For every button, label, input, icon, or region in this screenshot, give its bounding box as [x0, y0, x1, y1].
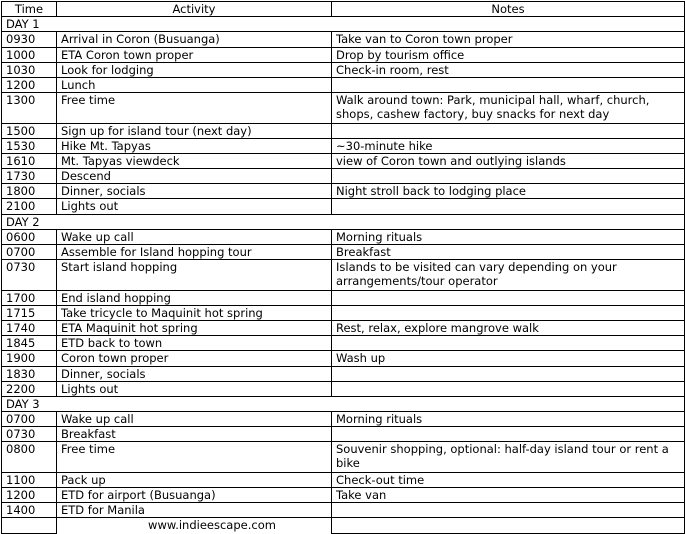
time-cell: 1200	[2, 77, 57, 92]
notes-cell	[332, 199, 685, 214]
notes-cell: Breakfast	[332, 245, 685, 260]
notes-cell	[332, 336, 685, 351]
notes-cell: Morning rituals	[332, 229, 685, 244]
time-cell: 1845	[2, 336, 57, 351]
time-cell: 1500	[2, 123, 57, 138]
activity-cell: Take tricycle to Maquinit hot spring	[57, 305, 332, 320]
schedule-row	[2, 320, 685, 335]
time-cell: 1730	[2, 169, 57, 184]
header-row	[2, 2, 685, 17]
schedule-row	[2, 245, 685, 260]
activity-cell: ETA Maquinit hot spring	[57, 320, 332, 335]
schedule-row	[2, 260, 685, 290]
notes-cell	[332, 503, 685, 518]
activity-cell: Lights out	[57, 199, 332, 214]
day-header-row	[2, 17, 685, 32]
time-cell: 1830	[2, 366, 57, 381]
notes-cell	[332, 381, 685, 396]
schedule-row	[2, 138, 685, 153]
time-cell: 0730	[2, 427, 57, 442]
time-cell: 0730	[2, 260, 57, 290]
day-label: DAY 3	[2, 396, 685, 411]
day-header-row	[2, 214, 685, 229]
schedule-row	[2, 366, 685, 381]
notes-cell: Night stroll back to lodging place	[332, 184, 685, 199]
schedule-row	[2, 442, 685, 472]
schedule-row	[2, 290, 685, 305]
time-cell: 0600	[2, 229, 57, 244]
schedule-row	[2, 47, 685, 62]
schedule-row	[2, 427, 685, 442]
header-notes: Notes	[332, 2, 685, 17]
footer-url[interactable]: www.indieescape.com	[148, 518, 276, 533]
day-label: DAY 1	[2, 17, 685, 32]
activity-cell: End island hopping	[57, 290, 332, 305]
time-cell: 1100	[2, 472, 57, 487]
time-cell: 2100	[2, 199, 57, 214]
notes-cell	[332, 366, 685, 381]
activity-cell: Wake up call	[57, 229, 332, 244]
schedule-row	[2, 169, 685, 184]
notes-cell: Wash up	[332, 351, 685, 366]
time-cell: 1740	[2, 320, 57, 335]
activity-cell: Hike Mt. Tapyas	[57, 138, 332, 153]
notes-cell	[332, 77, 685, 92]
schedule-row	[2, 351, 685, 366]
notes-cell: view of Coron town and outlying islands	[332, 153, 685, 168]
footer-notes-spacer	[332, 518, 685, 533]
notes-cell: Check-in room, rest	[332, 62, 685, 77]
schedule-row	[2, 62, 685, 77]
activity-cell: Dinner, socials	[57, 366, 332, 381]
time-cell: 0800	[2, 442, 57, 472]
activity-cell: Lunch	[57, 77, 332, 92]
notes-cell: Check-out time	[332, 472, 685, 487]
time-cell: 1900	[2, 351, 57, 366]
header-activity: Activity	[57, 2, 332, 17]
notes-cell: Morning rituals	[332, 412, 685, 427]
footer-row	[2, 518, 685, 533]
time-cell: 0700	[2, 412, 57, 427]
time-cell: 1715	[2, 305, 57, 320]
activity-cell: Breakfast	[57, 427, 332, 442]
time-cell: 1030	[2, 62, 57, 77]
time-cell: 1700	[2, 290, 57, 305]
notes-cell: Rest, relax, explore mangrove walk	[332, 320, 685, 335]
schedule-row	[2, 488, 685, 503]
time-cell: 1610	[2, 153, 57, 168]
day-header-row	[2, 396, 685, 411]
itinerary-body	[2, 2, 685, 534]
footer-spacer	[2, 518, 57, 533]
activity-cell: Dinner, socials	[57, 184, 332, 199]
time-cell: 1200	[2, 488, 57, 503]
schedule-row	[2, 32, 685, 47]
itinerary-table	[1, 1, 685, 534]
schedule-row	[2, 184, 685, 199]
notes-cell	[332, 427, 685, 442]
activity-cell: Descend	[57, 169, 332, 184]
notes-cell: Drop by tourism office	[332, 47, 685, 62]
time-cell: 1800	[2, 184, 57, 199]
time-cell: 0930	[2, 32, 57, 47]
time-cell: 1530	[2, 138, 57, 153]
schedule-row	[2, 412, 685, 427]
activity-cell: Arrival in Coron (Busuanga)	[57, 32, 332, 47]
time-cell: 0700	[2, 245, 57, 260]
notes-cell: Islands to be visited can vary depending on your arrangements/tour operator	[332, 260, 685, 290]
schedule-row	[2, 77, 685, 92]
schedule-row	[2, 305, 685, 320]
notes-cell	[332, 169, 685, 184]
activity-cell: Start island hopping	[57, 260, 332, 290]
schedule-row	[2, 503, 685, 518]
time-cell: 1300	[2, 93, 57, 123]
time-cell: 1000	[2, 47, 57, 62]
notes-cell	[332, 305, 685, 320]
notes-cell: Souvenir shopping, optional: half-day island tour or rent a bike	[332, 442, 685, 472]
header-time: Time	[2, 2, 57, 17]
schedule-row	[2, 199, 685, 214]
activity-cell: ETD for airport (Busuanga)	[57, 488, 332, 503]
activity-cell: ETD for Manila	[57, 503, 332, 518]
schedule-row	[2, 153, 685, 168]
notes-cell: Take van to Coron town proper	[332, 32, 685, 47]
activity-cell: ETA Coron town proper	[57, 47, 332, 62]
schedule-row	[2, 381, 685, 396]
notes-cell: Take van	[332, 488, 685, 503]
time-cell: 1400	[2, 503, 57, 518]
activity-cell: Lights out	[57, 381, 332, 396]
time-cell: 2200	[2, 381, 57, 396]
activity-cell: Assemble for Island hopping tour	[57, 245, 332, 260]
schedule-row	[2, 336, 685, 351]
schedule-row	[2, 229, 685, 244]
activity-cell: Sign up for island tour (next day)	[57, 123, 332, 138]
schedule-row	[2, 93, 685, 123]
schedule-row	[2, 472, 685, 487]
notes-cell	[332, 290, 685, 305]
activity-cell: Free time	[57, 93, 332, 123]
day-label: DAY 2	[2, 214, 685, 229]
activity-cell: Wake up call	[57, 412, 332, 427]
activity-cell: Coron town proper	[57, 351, 332, 366]
activity-cell: Free time	[57, 442, 332, 472]
notes-cell: Walk around town: Park, municipal hall, wharf, church, shops, cashew factory, buy snacks for next day	[332, 93, 685, 123]
notes-cell	[332, 123, 685, 138]
activity-cell: Pack up	[57, 472, 332, 487]
activity-cell: Mt. Tapyas viewdeck	[57, 153, 332, 168]
activity-cell: ETD back to town	[57, 336, 332, 351]
activity-cell: Look for lodging	[57, 62, 332, 77]
notes-cell: ~30-minute hike	[332, 138, 685, 153]
schedule-row	[2, 123, 685, 138]
